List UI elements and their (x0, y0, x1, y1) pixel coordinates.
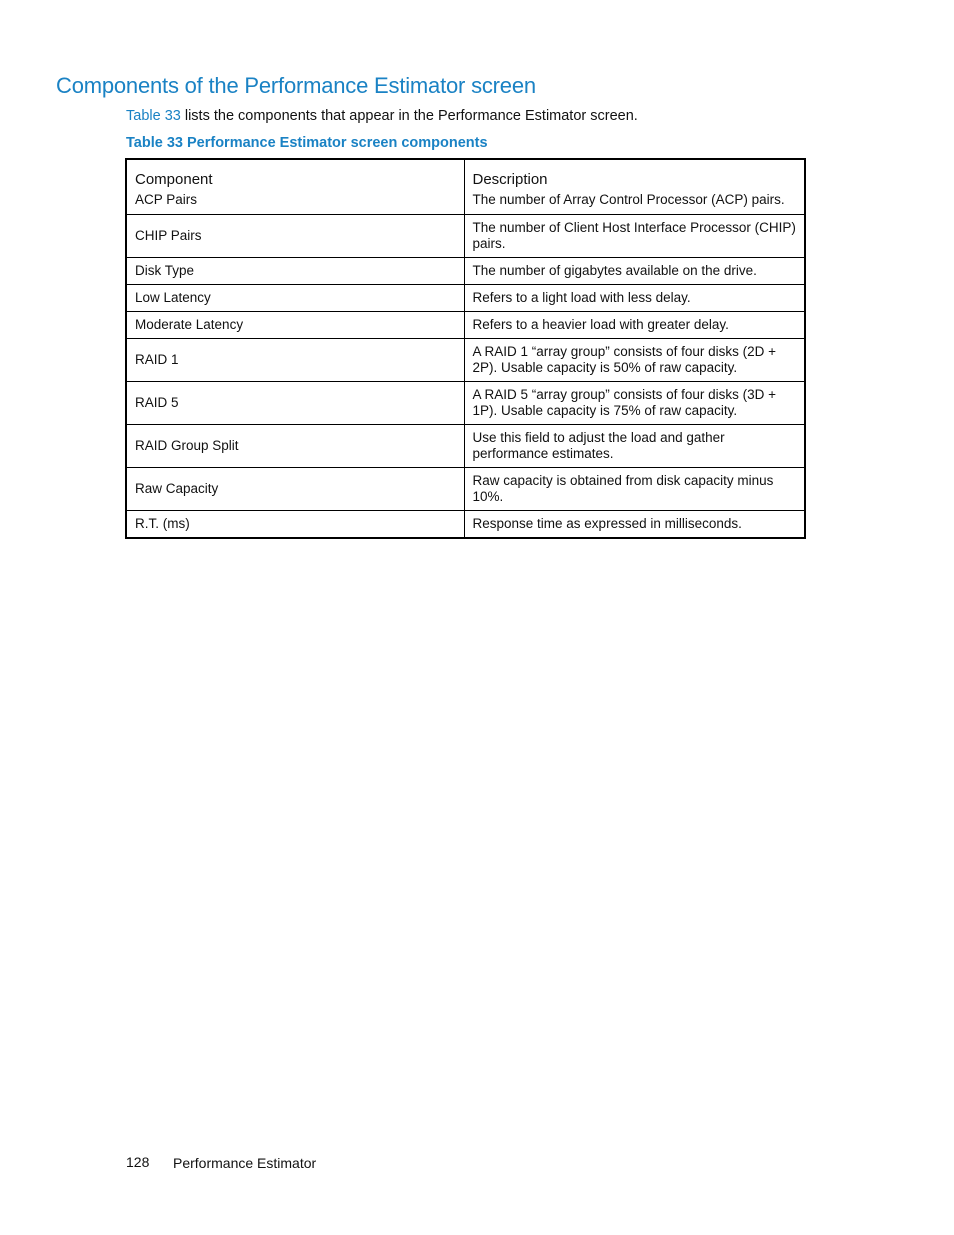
table-row (126, 258, 805, 285)
header-component: Component (135, 171, 213, 188)
components-table-container (125, 158, 804, 539)
page-number: 128 (126, 1154, 150, 1170)
description-cell: The number of gigabytes available on the drive. (464, 258, 805, 285)
component-cell: RAID 5 (126, 382, 464, 425)
table-row (126, 215, 805, 258)
component-cell: Disk Type (126, 258, 464, 285)
intro-text: lists the components that appear in the Performance Estimator screen. (180, 108, 638, 124)
table-row (126, 190, 805, 215)
table-row (126, 312, 805, 339)
description-cell: The number of Client Host Interface Processor (CHIP) pairs. (464, 215, 805, 258)
component-cell: CHIP Pairs (126, 215, 464, 258)
description-cell: A RAID 5 “array group” consists of four disks (3D + 1P). Usable capacity is 75% of raw capacity. (464, 382, 805, 425)
description-cell: Refers to a heavier load with greater delay. (464, 312, 805, 339)
table-33-link[interactable]: Table 33 (126, 108, 181, 124)
component-cell: RAID Group Split (126, 425, 464, 468)
table-header-row (126, 159, 805, 190)
table-row (126, 382, 805, 425)
table-caption: Table 33 Performance Estimator screen components (126, 135, 488, 151)
section-title: Components of the Performance Estimator screen (56, 73, 536, 98)
table-row (126, 339, 805, 382)
component-cell: ACP Pairs (135, 192, 198, 207)
table-row (126, 425, 805, 468)
footer-chapter-title: Performance Estimator (173, 1155, 317, 1171)
component-cell: R.T. (ms) (126, 511, 464, 539)
description-cell: The number of Array Control Processor (ACP) pairs. (464, 190, 805, 215)
component-cell: Raw Capacity (126, 468, 464, 511)
description-cell: Raw capacity is obtained from disk capacity minus 10%. (464, 468, 805, 511)
table-row (126, 511, 805, 539)
components-table (125, 158, 806, 539)
component-cell: Moderate Latency (126, 312, 464, 339)
description-cell: Use this field to adjust the load and gather performance estimates. (464, 425, 805, 468)
intro-paragraph (126, 108, 638, 124)
table-row (126, 285, 805, 312)
description-cell: A RAID 1 “array group” consists of four disks (2D + 2P). Usable capacity is 50% of raw capacity. (464, 339, 805, 382)
header-description: Description (464, 159, 805, 190)
component-cell: RAID 1 (126, 339, 464, 382)
description-cell: Response time as expressed in milliseconds. (464, 511, 805, 539)
table-row (126, 468, 805, 511)
component-cell: Low Latency (126, 285, 464, 312)
description-cell: Refers to a light load with less delay. (464, 285, 805, 312)
